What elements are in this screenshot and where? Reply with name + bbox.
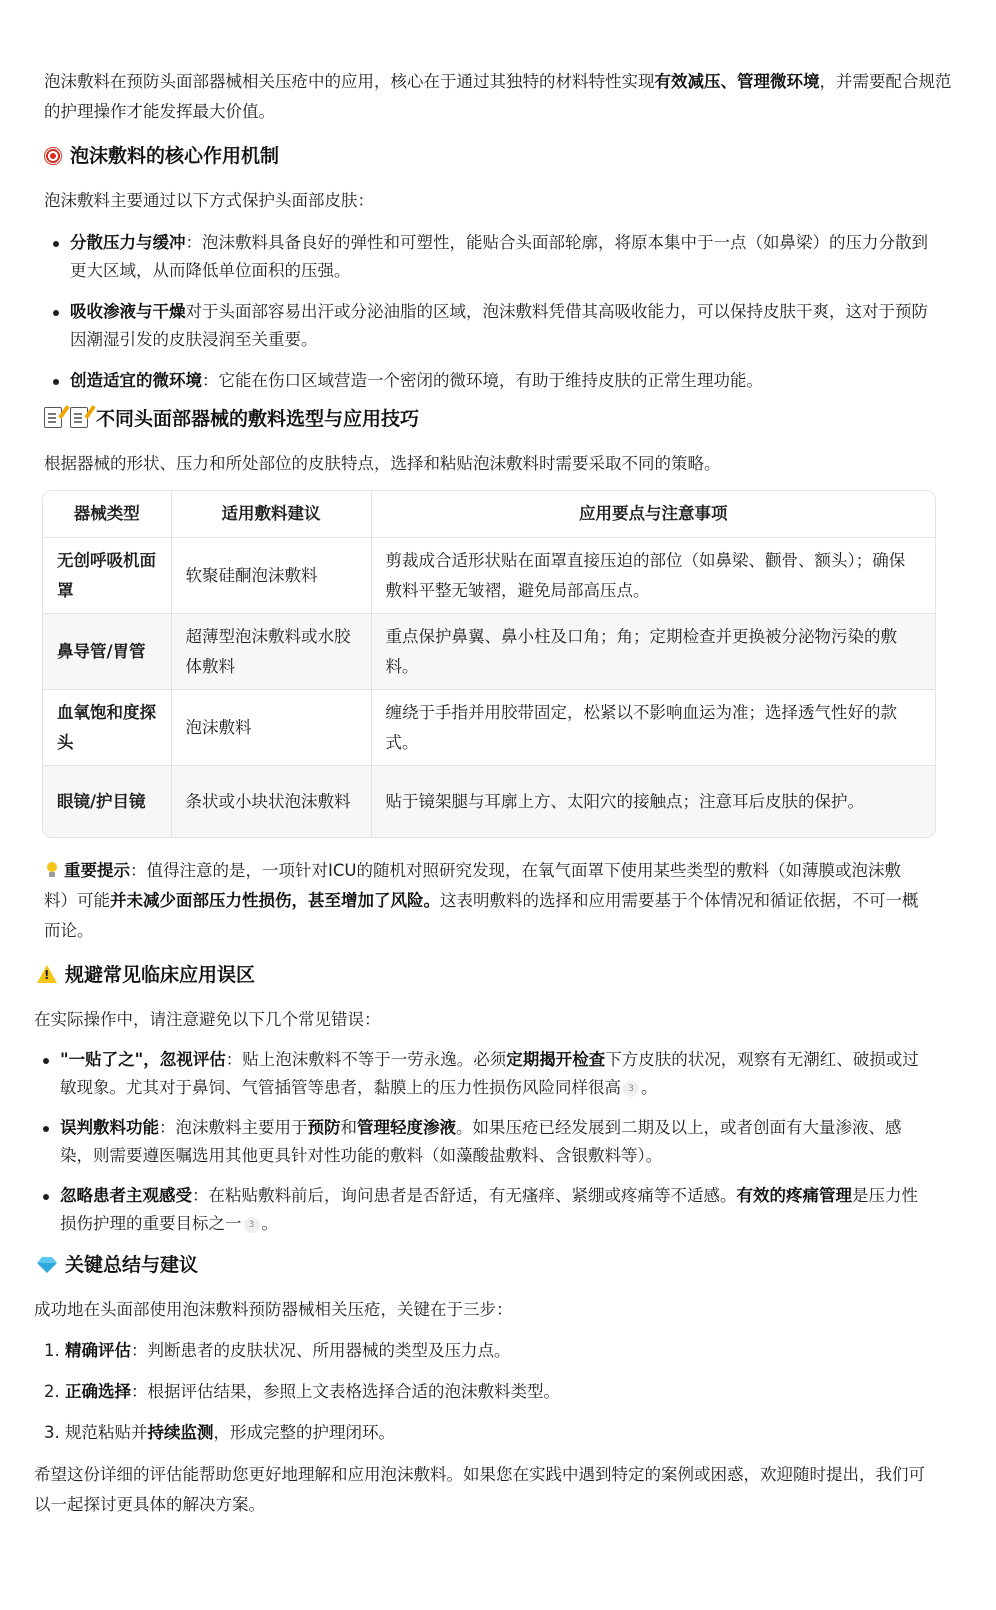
item-bold: 误判敷料功能 bbox=[60, 1118, 159, 1137]
tip-text-end: 这表明敷料的选择和应用需要基于个体情况和循证依据，不可一概而论。 bbox=[44, 891, 919, 940]
table-cell: 缠绕于手指并用胶带固定，松紧以不影响血运为准；选择透气性好的款式。 bbox=[371, 690, 935, 766]
table-row bbox=[43, 690, 935, 766]
item-text: 是压力性损伤护理的重要目标之一 bbox=[60, 1186, 918, 1233]
item-text: 。 bbox=[641, 1078, 658, 1097]
summary-steps bbox=[44, 1337, 934, 1447]
list-item bbox=[34, 1046, 934, 1102]
column-header: 器械类型 bbox=[43, 491, 171, 538]
list-item bbox=[34, 1114, 934, 1170]
tip-text: ：值得注意的是，一项针对ICU的随机对照研究发现，在氧气面罩下使用某些类型的敷料（如薄膜或泡沫敷料）可能 bbox=[44, 861, 901, 910]
section-title: 规避常见临床应用误区 bbox=[65, 964, 256, 986]
citation-badge[interactable]: 3 bbox=[623, 1081, 639, 1097]
table-cell: 重点保护鼻翼、鼻小柱及口角；角；定期检查并更换被分泌物污染的敷料。 bbox=[371, 614, 935, 690]
section-lead: 泡沫敷料主要通过以下方式保护头面部皮肤： bbox=[44, 191, 374, 210]
table-cell: 血氧饱和度探头 bbox=[43, 690, 171, 766]
important-tip bbox=[44, 856, 924, 946]
closing-paragraph: 希望这份详细的评估能帮助您更好地理解和应用泡沫敷料。如果您在实践中遇到特定的案例或困惑，欢迎随时提出，我们可以一起探讨更具体的解决方案。 bbox=[34, 1465, 925, 1514]
device-dressing-table bbox=[42, 490, 936, 838]
item-text: 。如果压疮已经发展到二期及以上，或者创面有大量渗液、感染，则需要遵医嘱选用其他更具针对性功能的敷料（如藻酸盐敷料、含银敷料等）。 bbox=[60, 1118, 902, 1165]
item-text: ：判断患者的皮肤状况、所用器械的类型及压力点。 bbox=[131, 1341, 511, 1360]
section-heading-pitfalls bbox=[37, 962, 255, 988]
item-bold: 预防 bbox=[307, 1118, 341, 1137]
section-lead: 根据器械的形状、压力和所处部位的皮肤特点，选择和粘贴泡沫敷料时需要采取不同的策略。 bbox=[44, 454, 721, 473]
item-bold: 定期揭开检查 bbox=[506, 1050, 606, 1069]
table-row bbox=[43, 614, 935, 690]
section-title: 泡沫敷料的核心作用机制 bbox=[70, 145, 280, 167]
item-bold: 吸收渗液与干燥 bbox=[70, 302, 186, 321]
tip-bold: 重要提示 bbox=[64, 861, 130, 880]
item-text: 。 bbox=[261, 1214, 278, 1233]
item-bold: 有效的疼痛管理 bbox=[736, 1186, 852, 1205]
gem-icon bbox=[37, 1257, 57, 1273]
item-text: 对于头面部容易出汗或分泌油脂的区域，泡沫敷料凭借其高吸收能力，可以保持皮肤干爽，这对于预防因潮湿引发的皮肤浸润至关重要。 bbox=[70, 302, 928, 349]
list-item bbox=[44, 298, 934, 354]
section-title: 不同头面部器械的敷料选型与应用技巧 bbox=[96, 408, 420, 430]
item-bold: 管理轻度渗液 bbox=[357, 1118, 456, 1137]
item-text: ：它能在伤口区域营造一个密闭的微环境，有助于维持皮肤的正常生理功能。 bbox=[202, 371, 763, 390]
item-text: 规范粘贴并 bbox=[65, 1423, 148, 1442]
list-item bbox=[44, 229, 934, 285]
table-cell: 鼻导管/胃管 bbox=[43, 614, 171, 690]
table-cell: 眼镜/护目镜 bbox=[43, 766, 171, 838]
list-item bbox=[34, 1182, 934, 1238]
column-header: 应用要点与注意事项 bbox=[371, 491, 935, 538]
target-icon bbox=[44, 147, 62, 165]
item-text: 下方皮肤的状况，观察有无潮红、破损或过敏现象。尤其对于鼻饲、气管插管等患者，黏膜上的压力性损伤风险同样很高 bbox=[60, 1050, 919, 1097]
step-number: 2. bbox=[44, 1382, 60, 1401]
table-cell: 条状或小块状泡沫敷料 bbox=[171, 766, 371, 838]
table-row bbox=[43, 766, 935, 838]
table-cell: 泡沫敷料 bbox=[171, 690, 371, 766]
warning-icon bbox=[37, 965, 57, 983]
item-bold: 忽略患者主观感受 bbox=[60, 1186, 192, 1205]
item-text: ：根据评估结果，参照上文表格选择合适的泡沫敷料类型。 bbox=[131, 1382, 560, 1401]
item-text: ：在粘贴敷料前后，询问患者是否舒适，有无瘙痒、紧绷或疼痛等不适感。 bbox=[192, 1186, 737, 1205]
section-heading-mechanism bbox=[44, 143, 279, 169]
table-cell: 软聚硅酮泡沫敷料 bbox=[171, 538, 371, 614]
section-heading-summary bbox=[37, 1252, 198, 1278]
memo-icon bbox=[44, 407, 62, 428]
section-lead: 在实际操作中，请注意避免以下几个常见错误： bbox=[34, 1010, 381, 1029]
item-bold: 正确选择 bbox=[65, 1382, 131, 1401]
list-item bbox=[44, 1378, 934, 1406]
table-cell: 无创呼吸机面罩 bbox=[43, 538, 171, 614]
memo-icon bbox=[70, 407, 88, 428]
item-text: ：泡沫敷料具备良好的弹性和可塑性，能贴合头面部轮廓，将原本集中于一点（如鼻梁）的压力分散到更大区域，从而降低单位面积的压强。 bbox=[70, 233, 928, 280]
item-bold: 分散压力与缓冲 bbox=[70, 233, 186, 252]
section-lead: 成功地在头面部使用泡沫敷料预防器械相关压疮，关键在于三步： bbox=[34, 1300, 513, 1319]
section-heading-selection bbox=[44, 406, 419, 432]
list-item bbox=[44, 1337, 934, 1365]
item-bold: 持续监测 bbox=[147, 1423, 214, 1442]
list-item bbox=[44, 1419, 934, 1447]
table-row bbox=[43, 538, 935, 614]
column-header: 适用敷料建议 bbox=[171, 491, 371, 538]
pitfall-list bbox=[34, 1046, 934, 1238]
table-header-row bbox=[43, 491, 935, 538]
intro-bold: 有效减压、管理微环境 bbox=[654, 72, 820, 91]
table-cell: 贴于镜架腿与耳廓上方、太阳穴的接触点；注意耳后皮肤的保护。 bbox=[371, 766, 935, 838]
lightbulb-icon bbox=[44, 862, 60, 878]
table-cell: 超薄型泡沫敷料或水胶体敷料 bbox=[171, 614, 371, 690]
intro-text-end: ，并需要配合规范的护理操作才能发挥最大价值。 bbox=[44, 72, 952, 121]
step-number: 1. bbox=[44, 1341, 60, 1360]
item-text: ，形成完整的护理闭环。 bbox=[213, 1423, 395, 1442]
mechanism-list bbox=[44, 229, 934, 395]
list-item bbox=[44, 367, 934, 395]
item-bold: "一贴了之"，忽视评估 bbox=[60, 1050, 226, 1069]
section-title: 关键总结与建议 bbox=[65, 1254, 199, 1276]
item-bold: 创造适宜的微环境 bbox=[70, 371, 202, 390]
step-number: 3. bbox=[44, 1423, 60, 1442]
intro-text: 泡沫敷料在预防头面部器械相关压疮中的应用，核心在于通过其独特的材料特性实现 bbox=[44, 72, 655, 91]
table-cell: 剪裁成合适形状贴在面罩直接压迫的部位（如鼻梁、颧骨、额头）；确保敷料平整无皱褶，避免局部高压点。 bbox=[371, 538, 935, 614]
item-text: 和 bbox=[340, 1118, 357, 1137]
item-text: ：泡沫敷料主要用于 bbox=[159, 1118, 308, 1137]
item-bold: 精确评估 bbox=[65, 1341, 131, 1360]
tip-bold-warning: 并未减少面部压力性损伤，甚至增加了风险。 bbox=[110, 891, 440, 910]
citation-badge[interactable]: 3 bbox=[244, 1217, 260, 1233]
item-text: ：贴上泡沫敷料不等于一劳永逸。必须 bbox=[225, 1050, 507, 1069]
intro-paragraph bbox=[44, 67, 964, 127]
